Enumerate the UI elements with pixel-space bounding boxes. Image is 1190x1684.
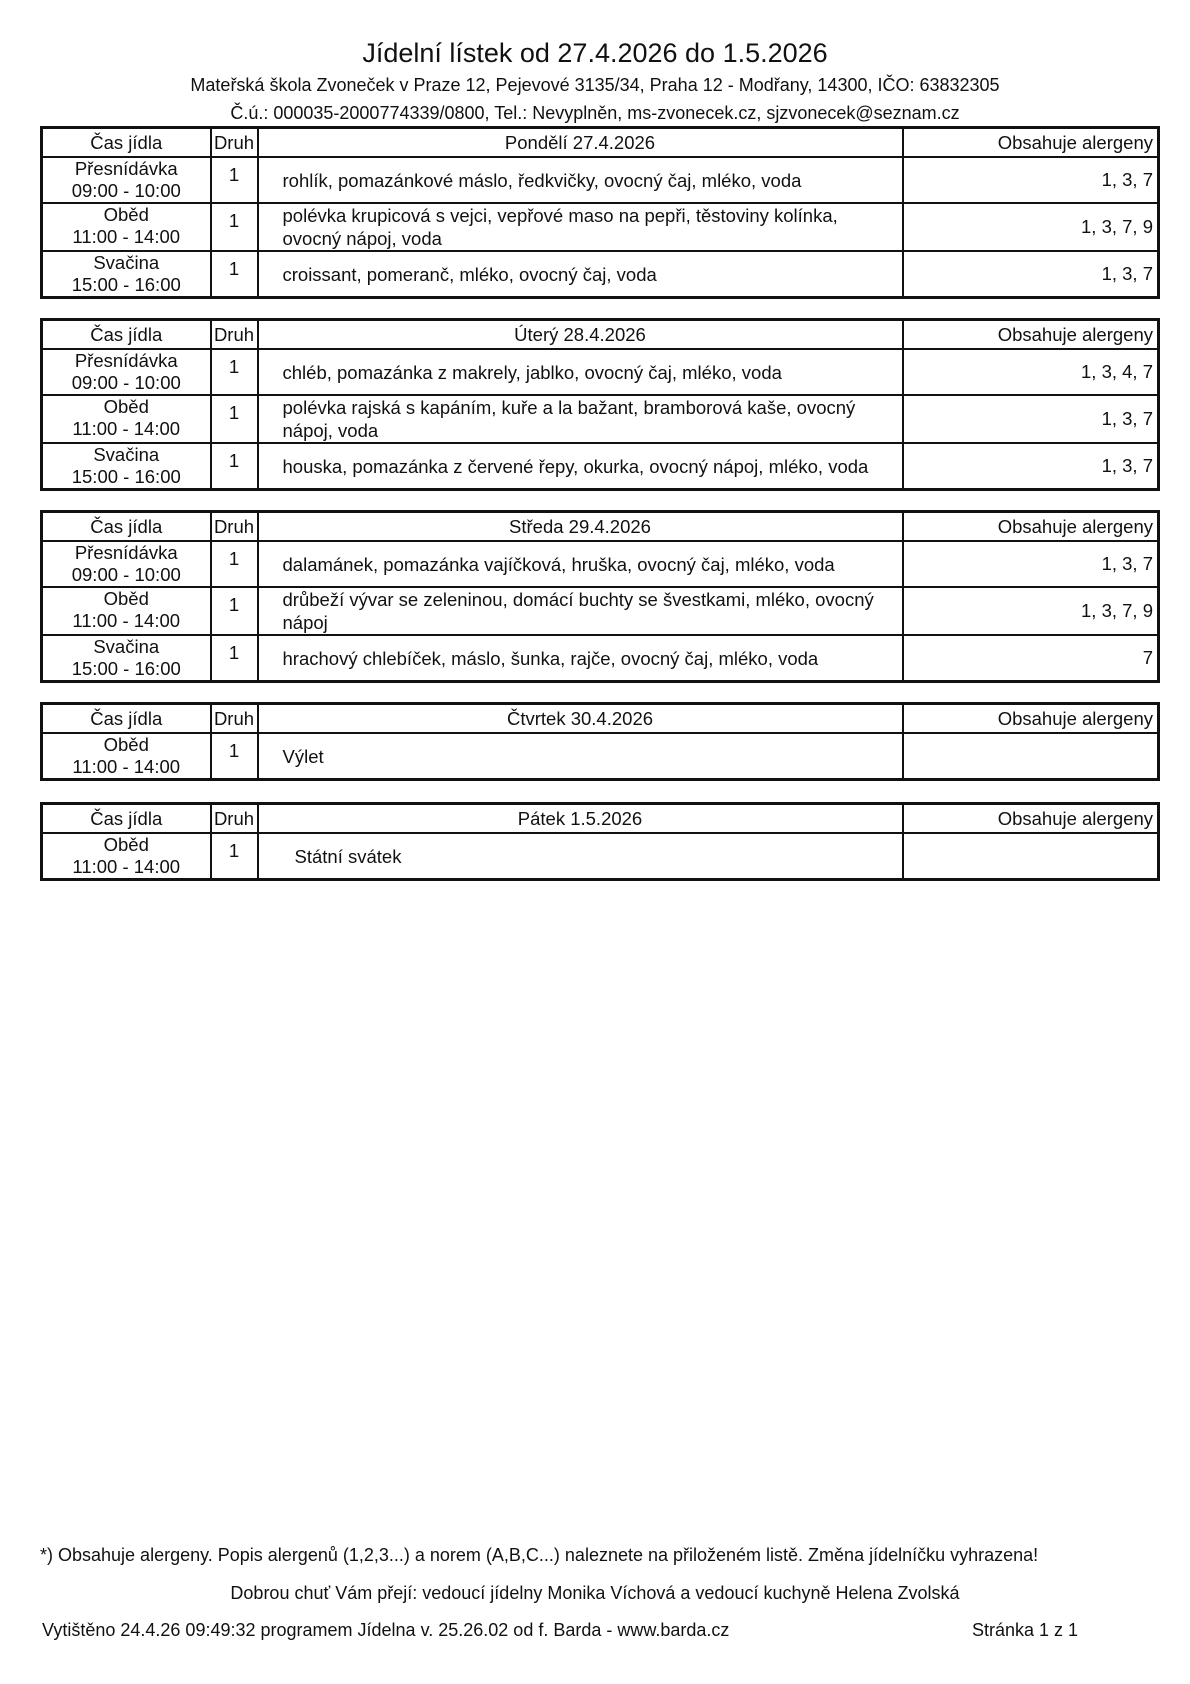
meal-time: 11:00 - 14:00	[72, 756, 181, 777]
col-druh-header: Druh	[211, 128, 258, 158]
meal-time-cell	[42, 157, 211, 203]
allergens-cell: 1, 3, 7	[903, 443, 1159, 490]
allergens-cell: 1, 3, 7	[903, 157, 1159, 203]
meal-time-cell	[42, 833, 211, 880]
day-label: Čtvrtek 30.4.2026	[258, 704, 903, 734]
day-label: Pondělí 27.4.2026	[258, 128, 903, 158]
druh-cell: 1	[211, 733, 258, 780]
table-row	[42, 541, 1159, 587]
col-time-header: Čas jídla	[42, 320, 211, 350]
meal-time-cell	[42, 349, 211, 395]
table-row	[42, 443, 1159, 490]
druh-cell: 1	[211, 541, 258, 587]
meal-time: 09:00 - 10:00	[71, 564, 181, 585]
table-header-row	[42, 704, 1159, 734]
food-cell: hrachový chlebíček, máslo, šunka, rajče, ovocný čaj, mléko, voda	[258, 635, 903, 682]
day-label: Úterý 28.4.2026	[258, 320, 903, 350]
meal-time-cell	[42, 203, 211, 251]
col-allergens-header: Obsahuje alergeny	[903, 320, 1159, 350]
col-allergens-header: Obsahuje alergeny	[903, 804, 1159, 834]
meal-name: Oběd	[103, 834, 149, 855]
meal-time-cell	[42, 443, 211, 490]
meal-time: 11:00 - 14:00	[72, 418, 181, 439]
druh-cell: 1	[211, 587, 258, 635]
col-time-header: Čas jídla	[42, 704, 211, 734]
allergens-cell: 1, 3, 7	[903, 395, 1159, 443]
druh-cell: 1	[211, 833, 258, 880]
table-row	[42, 349, 1159, 395]
col-time-header: Čas jídla	[42, 804, 211, 834]
meal-name: Oběd	[103, 204, 149, 225]
meal-time-cell	[42, 541, 211, 587]
day-table	[40, 318, 1160, 491]
meal-name: Svačina	[93, 444, 160, 465]
food-cell: polévka rajská s kapáním, kuře a la bažant, bramborová kaše, ovocný nápoj, voda	[258, 395, 903, 443]
food-cell: dalamánek, pomazánka vajíčková, hruška, ovocný čaj, mléko, voda	[258, 541, 903, 587]
col-time-header: Čas jídla	[42, 512, 211, 542]
meal-time: 11:00 - 14:00	[72, 226, 181, 247]
table-row	[42, 833, 1159, 880]
druh-cell: 1	[211, 443, 258, 490]
meal-name: Přesnídávka	[74, 542, 178, 563]
allergens-cell: 7	[903, 635, 1159, 682]
table-row	[42, 587, 1159, 635]
table-row	[42, 251, 1159, 298]
meal-name: Přesnídávka	[74, 350, 178, 371]
meal-time: 11:00 - 14:00	[72, 856, 181, 877]
meal-name: Svačina	[93, 252, 160, 273]
druh-cell: 1	[211, 635, 258, 682]
col-druh-header: Druh	[211, 320, 258, 350]
meal-time: 11:00 - 14:00	[72, 610, 181, 631]
contact-info: Č.ú.: 000035-2000774339/0800, Tel.: Nevyplněn, ms-zvonecek.cz, sjzvonecek@seznam.cz	[230, 103, 960, 123]
day-table	[40, 702, 1160, 781]
allergens-cell	[903, 733, 1159, 780]
col-allergens-header: Obsahuje alergeny	[903, 128, 1159, 158]
col-allergens-header: Obsahuje alergeny	[903, 704, 1159, 734]
meal-time: 09:00 - 10:00	[71, 180, 181, 201]
table-row	[42, 157, 1159, 203]
table-row	[42, 635, 1159, 682]
meal-time-cell	[42, 251, 211, 298]
food-cell: houska, pomazánka z červené řepy, okurka, ovocný nápoj, mléko, voda	[258, 443, 903, 490]
table-row	[42, 733, 1159, 780]
day-table	[40, 510, 1160, 683]
meal-name: Přesnídávka	[74, 158, 178, 179]
table-header-row	[42, 512, 1159, 542]
meal-name: Svačina	[93, 636, 160, 657]
meal-time-cell	[42, 395, 211, 443]
school-info: Mateřská škola Zvoneček v Praze 12, Pejevové 3135/34, Praha 12 - Modřany, 14300, IČO: 63832305	[190, 75, 1000, 95]
food-cell: Výlet	[258, 733, 903, 780]
food-cell: polévka krupicová s vejci, vepřové maso na pepři, těstoviny kolínka, ovocný nápoj, voda	[258, 203, 903, 251]
meal-time: 09:00 - 10:00	[71, 372, 181, 393]
table-row	[42, 203, 1159, 251]
meal-time: 15:00 - 16:00	[71, 466, 181, 487]
col-druh-header: Druh	[211, 704, 258, 734]
meal-time-cell	[42, 733, 211, 780]
table-row	[42, 395, 1159, 443]
printed-info: Vytištěno 24.4.26 09:49:32 programem Jídelna v. 25.26.02 od f. Barda - www.barda.cz	[42, 1620, 730, 1640]
page-number: Stránka 1 z 1	[972, 1620, 1079, 1640]
day-table	[40, 126, 1160, 299]
col-time-header: Čas jídla	[42, 128, 211, 158]
page-title: Jídelní lístek od 27.4.2026 do 1.5.2026	[362, 38, 828, 68]
allergens-cell: 1, 3, 7	[903, 251, 1159, 298]
druh-cell: 1	[211, 203, 258, 251]
meal-time: 15:00 - 16:00	[71, 658, 181, 679]
druh-cell: 1	[211, 157, 258, 203]
allergens-cell: 1, 3, 7, 9	[903, 203, 1159, 251]
table-header-row	[42, 320, 1159, 350]
table-header-row	[42, 804, 1159, 834]
druh-cell: 1	[211, 395, 258, 443]
food-cell: drůbeží vývar se zeleninou, domácí buchty se švestkami, mléko, ovocný nápoj	[258, 587, 903, 635]
food-cell: Státní svátek	[258, 833, 903, 880]
table-header-row	[42, 128, 1159, 158]
meal-name: Oběd	[103, 396, 149, 417]
day-label: Pátek 1.5.2026	[258, 804, 903, 834]
meal-time-cell	[42, 587, 211, 635]
druh-cell: 1	[211, 251, 258, 298]
allergens-cell: 1, 3, 4, 7	[903, 349, 1159, 395]
meal-name: Oběd	[103, 588, 149, 609]
allergen-footnote: *) Obsahuje alergeny. Popis alergenů (1,2,3...) a norem (A,B,C...) naleznete na přiloženém listě. Změna jídelníčku vyhrazena!	[40, 1545, 1039, 1565]
allergens-cell: 1, 3, 7	[903, 541, 1159, 587]
col-druh-header: Druh	[211, 804, 258, 834]
allergens-cell: 1, 3, 7, 9	[903, 587, 1159, 635]
col-allergens-header: Obsahuje alergeny	[903, 512, 1159, 542]
druh-cell: 1	[211, 349, 258, 395]
meal-time: 15:00 - 16:00	[71, 274, 181, 295]
day-table	[40, 802, 1160, 881]
meal-name: Oběd	[103, 734, 149, 755]
food-cell: croissant, pomeranč, mléko, ovocný čaj, voda	[258, 251, 903, 298]
col-druh-header: Druh	[211, 512, 258, 542]
food-cell: rohlík, pomazánkové máslo, ředkvičky, ovocný čaj, mléko, voda	[258, 157, 903, 203]
day-label: Středa 29.4.2026	[258, 512, 903, 542]
allergens-cell	[903, 833, 1159, 880]
food-cell: chléb, pomazánka z makrely, jablko, ovocný čaj, mléko, voda	[258, 349, 903, 395]
thanks-line: Dobrou chuť Vám přejí: vedoucí jídelny Monika Víchová a vedoucí kuchyně Helena Zvolská	[230, 1583, 960, 1603]
meal-time-cell	[42, 635, 211, 682]
